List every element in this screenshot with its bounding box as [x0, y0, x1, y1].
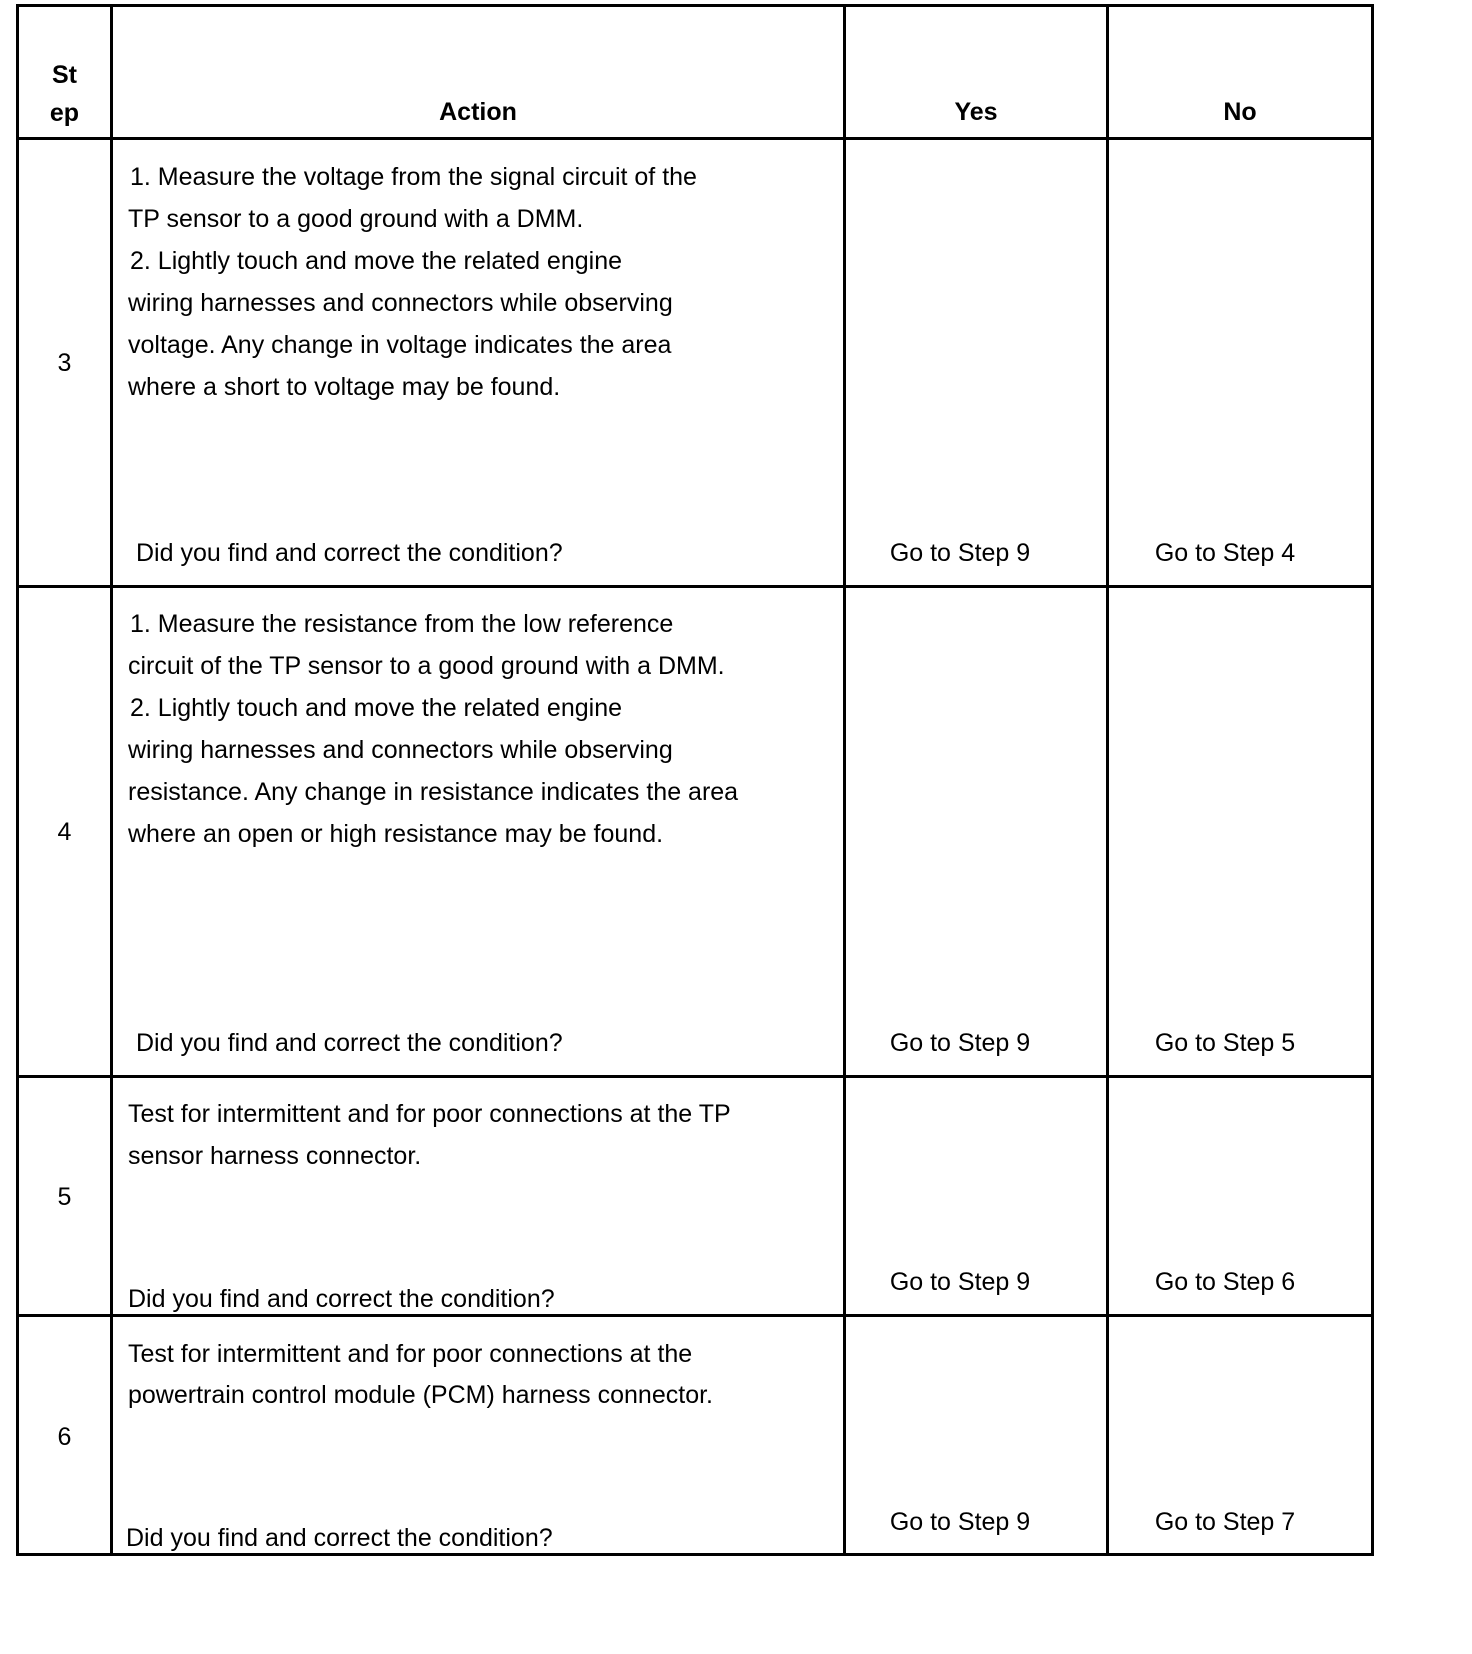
step-number: 6	[57, 1423, 72, 1451]
table-border-top	[16, 4, 1374, 7]
action-line: wiring harnesses and connectors while observing	[128, 289, 673, 317]
header-action: Action	[439, 98, 517, 126]
action-line: 2. Lightly touch and move the related engine	[130, 694, 623, 722]
condition-question: Did you find and correct the condition?	[136, 539, 563, 567]
action-line: circuit of the TP sensor to a good ground with a DMM.	[128, 652, 725, 680]
no-result: Go to Step 4	[1154, 539, 1296, 567]
column-divider	[1106, 4, 1109, 1556]
header-step-continued: ep	[49, 99, 80, 127]
header-step: St	[52, 61, 77, 89]
row-divider	[16, 1075, 1374, 1078]
condition-question: Did you find and correct the condition?	[126, 1524, 553, 1552]
action-line: 2. Lightly touch and move the related engine	[130, 247, 623, 275]
yes-result: Go to Step 9	[889, 1268, 1031, 1296]
action-line: where a short to voltage may be found.	[128, 373, 561, 401]
action-line: powertrain control module (PCM) harness connector.	[128, 1381, 713, 1409]
action-line: Test for intermittent and for poor connections at the TP	[128, 1100, 731, 1128]
row-divider	[16, 585, 1374, 588]
no-result: Go to Step 5	[1154, 1029, 1296, 1057]
action-line: Test for intermittent and for poor connections at the	[128, 1340, 693, 1368]
step-number: 5	[57, 1183, 72, 1211]
no-result: Go to Step 7	[1154, 1508, 1296, 1536]
action-line: voltage. Any change in voltage indicates the area	[128, 331, 672, 359]
row-divider	[16, 1314, 1374, 1317]
table-border-left	[16, 4, 19, 1556]
action-line: sensor harness connector.	[128, 1142, 422, 1170]
action-line: 1. Measure the voltage from the signal circuit of the	[130, 163, 697, 191]
table-border-right	[1371, 4, 1374, 1556]
action-line: wiring harnesses and connectors while observing	[128, 736, 673, 764]
no-result: Go to Step 6	[1154, 1268, 1296, 1296]
condition-question: Did you find and correct the condition?	[128, 1285, 555, 1313]
action-line: 1. Measure the resistance from the low reference	[130, 610, 674, 638]
step-number: 3	[57, 349, 72, 377]
column-divider	[843, 4, 846, 1556]
yes-result: Go to Step 9	[889, 1508, 1031, 1536]
header-no: No	[1223, 98, 1257, 126]
yes-result: Go to Step 9	[889, 1029, 1031, 1057]
table-border-bottom	[16, 1553, 1374, 1556]
action-line: where an open or high resistance may be found.	[128, 820, 664, 848]
header-yes: Yes	[954, 98, 998, 126]
yes-result: Go to Step 9	[889, 539, 1031, 567]
action-line: TP sensor to a good ground with a DMM.	[128, 205, 584, 233]
header-bottom-rule	[16, 137, 1374, 140]
step-number: 4	[57, 818, 72, 846]
column-divider	[110, 4, 113, 1556]
condition-question: Did you find and correct the condition?	[136, 1029, 563, 1057]
action-line: resistance. Any change in resistance indicates the area	[128, 778, 739, 806]
